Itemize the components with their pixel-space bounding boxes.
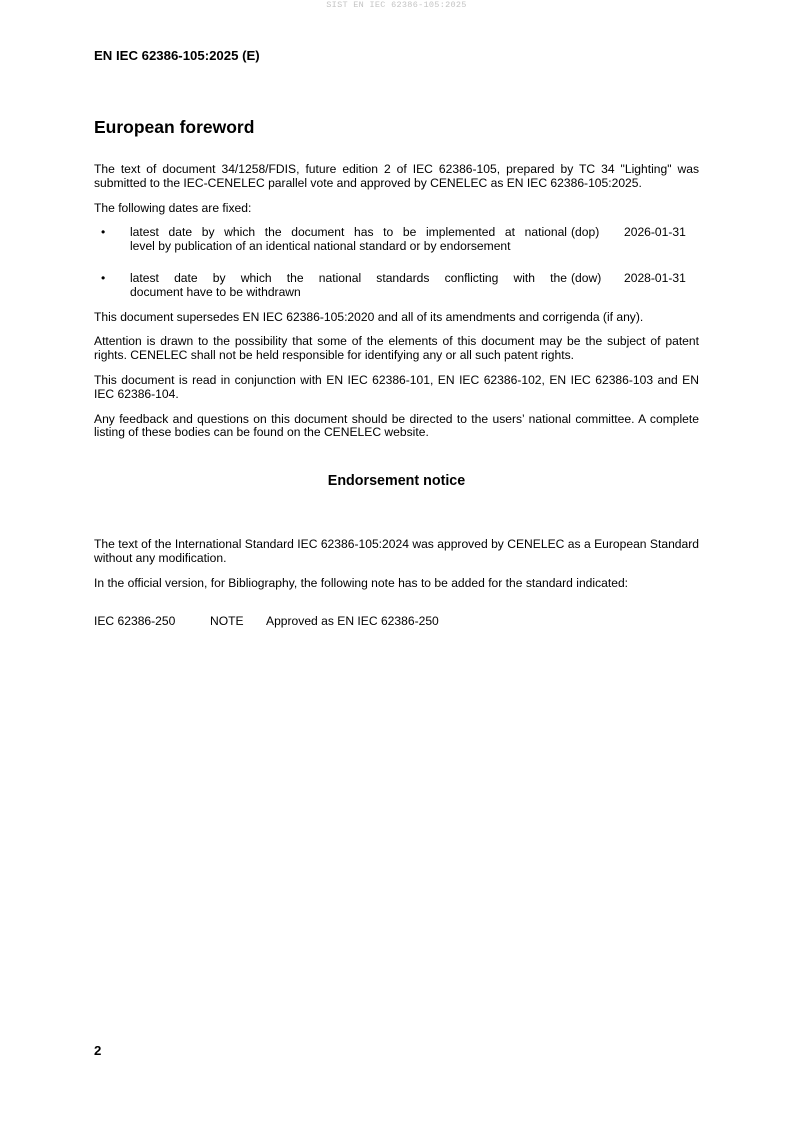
note-label: NOTE [210,613,244,628]
conjunction-paragraph: This document is read in conjunction with EN IEC 62386-101, EN IEC 62386-102, EN IEC 62386-103 and EN IEC 62386-104. [94,372,699,401]
bibliography-intro: In the official version, for Bibliography, the following note has to be added for the standard indicated: [94,575,629,590]
date-item-dop [94,226,699,254]
feedback-paragraph: Any feedback and questions on this document should be directed to the users’ national committee. A complete listing of these bodies can be found on the CENELEC website. [94,411,699,440]
date-value: 2026-01-31 [624,225,686,240]
foreword-title: European foreword [94,117,255,137]
bullet-icon: • [101,270,106,285]
date-description: latest date by which the national standards conflicting with the document have to be withdrawn [130,270,567,299]
watermark: SIST EN IEC 62386-105:2025 [326,0,467,10]
document-id-header: EN IEC 62386-105:2025 (E) [94,48,260,63]
foreword-intro: The text of document 34/1258/FDIS, future edition 2 of IEC 62386-105, prepared by TC 34 "Lighting" was submitted to the IEC-CENELEC parallel vote and approved by CENELEC as EN IEC 62386-105:2025. [94,162,699,190]
date-description: latest date by which the document has to be implemented at national level by publication of an identical national standard or by endorsement [130,225,567,254]
page-number: 2 [94,1043,102,1058]
date-abbreviation: (dow) [571,270,602,285]
note-reference: IEC 62386-250 [94,613,176,628]
note-text: Approved as EN IEC 62386-250 [266,613,439,628]
endorsement-title: Endorsement notice [327,473,466,490]
bibliography-note [94,615,699,629]
date-value: 2028-01-31 [624,270,686,285]
date-abbreviation: (dop) [571,225,600,240]
date-item-dow [94,272,699,300]
patent-paragraph: Attention is drawn to the possibility that some of the elements of this document may be the subject of patent rights. CENELEC shall not be held responsible for identifying any or all such patent rights. [94,334,699,363]
bullet-icon: • [101,225,106,240]
dates-list [94,226,699,299]
page-content [94,116,699,628]
dates-intro: The following dates are fixed: [94,200,252,215]
supersedes-paragraph: This document supersedes EN IEC 62386-105:2020 and all of its amendments and corrigenda (if any). [94,309,644,324]
endorsement-text: The text of the International Standard IEC 62386-105:2024 was approved by CENELEC as a European Standard without any modification. [94,537,699,565]
